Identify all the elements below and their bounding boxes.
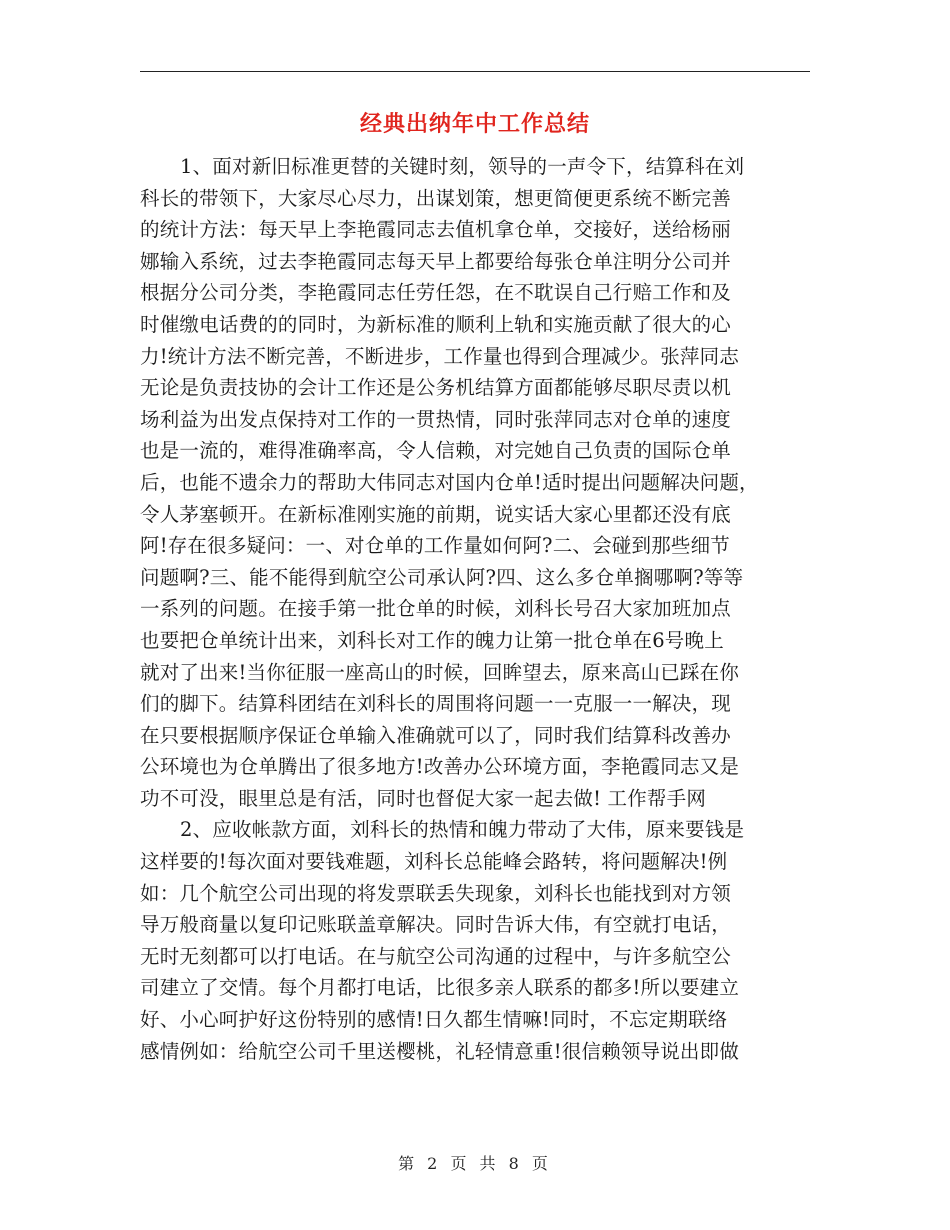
paragraph-line: 就对了出来!当你征服一座高山的时候，回眸望去，原来高山已踩在你 — [140, 660, 740, 684]
paragraph-line: 场利益为出发点保持对工作的一贯热情，同时张萍同志对仓单的速度 — [140, 407, 732, 431]
document-body — [140, 151, 810, 1067]
paragraph-line: 公环境也为仓单腾出了很多地方!改善办公环境方面，李艳霞同志又是 — [140, 755, 740, 779]
paragraph-line: 司建立了交情。每个月都打电话，比很多亲人联系的都多!所以要建立 — [140, 976, 740, 1000]
paragraph-line: 科长的带领下，大家尽心尽力，出谋划策，想更简便更系统不断完善 — [140, 186, 732, 210]
document-title: 经典出纳年中工作总结 — [359, 111, 590, 137]
paragraph-line: 1、面对新旧标准更替的关键时刻，领导的一声令下，结算科在刘 — [180, 155, 745, 178]
paragraph-line: 也是一流的，难得准确率高，令人信赖，对完她自己负责的国际仓单 — [140, 439, 732, 463]
paragraph-line: 们的脚下。结算科团结在刘科长的周围将问题一一克服一一解决，现 — [140, 692, 732, 716]
paragraph-line: 问题啊?三、能不能得到航空公司承认阿?四、这么多仓单搁哪啊?等等 — [140, 565, 744, 589]
paragraph-line: 令人茅塞顿开。在新标准刚实施的前期，说实话大家心里都还没有底 — [140, 502, 732, 526]
paragraph-line: 好、小心呵护好这份特别的感情!日久都生情嘛!同时，不忘定期联络 — [140, 1008, 728, 1032]
paragraph-line: 这样要的!每次面对要钱难题，刘科长总能峰会路转，将问题解决!例 — [140, 850, 728, 874]
paragraph-line: 一系列的问题。在接手第一批仓单的时候，刘科长号召大家加班加点 — [140, 597, 732, 621]
paragraph-line: 娜输入系统，过去李艳霞同志每天早上都要给每张仓单注明分公司并 — [140, 249, 732, 273]
paragraph-line: 功不可没，眼里总是有活，同时也督促大家一起去做! 工作帮手网 — [140, 786, 707, 810]
paragraph-line: 如：几个航空公司出现的将发票联丢失现象，刘科长也能找到对方领 — [140, 881, 732, 905]
header-rule — [140, 71, 810, 72]
paragraph-line: 后，也能不遗余力的帮助大伟同志对国内仓单!适时提出问题解决问题， — [140, 470, 759, 494]
paragraph-line: 在只要根据顺序保证仓单输入准确就可以了，同时我们结算科改善办 — [140, 723, 732, 747]
paragraph-line: 根据分公司分类，李艳霞同志任劳任怨，在不耽误自己行赔工作和及 — [140, 281, 732, 305]
page-number: 第 2 页 共 8 页 — [398, 1154, 552, 1173]
paragraph-line: 阿!存在很多疑问：一、对仓单的工作量如何阿?二、会碰到那些细节 — [140, 534, 730, 558]
paragraph-line: 导万般商量以复印记账联盖章解决。同时告诉大伟，有空就打电话， — [140, 913, 732, 937]
paragraph-line: 无时无刻都可以打电话。在与航空公司沟通的过程中，与许多航空公 — [140, 944, 732, 968]
paragraph-line: 的统计方法：每天早上李艳霞同志去值机拿仓单，交接好，送给杨丽 — [140, 218, 732, 242]
paragraph-line: 感情例如：给航空公司千里送樱桃，礼轻情意重!很信赖领导说出即做 — [140, 1039, 740, 1063]
paragraph-line: 力!统计方法不断完善，不断进步，工作量也得到合理减少。张萍同志 — [140, 344, 740, 368]
paragraph-line: 2、应收帐款方面，刘科长的热情和魄力带动了大伟，原来要钱是 — [180, 818, 745, 842]
paragraph-line: 无论是负责技协的会计工作还是公务机结算方面都能够尽职尽责以机 — [140, 376, 732, 400]
paragraph-line: 时催缴电话费的的同时，为新标准的顺利上轨和实施贡献了很大的心 — [140, 312, 732, 336]
paragraph-line: 也要把仓单统计出来，刘科长对工作的魄力让第一批仓单在6号晚上 — [140, 628, 724, 652]
